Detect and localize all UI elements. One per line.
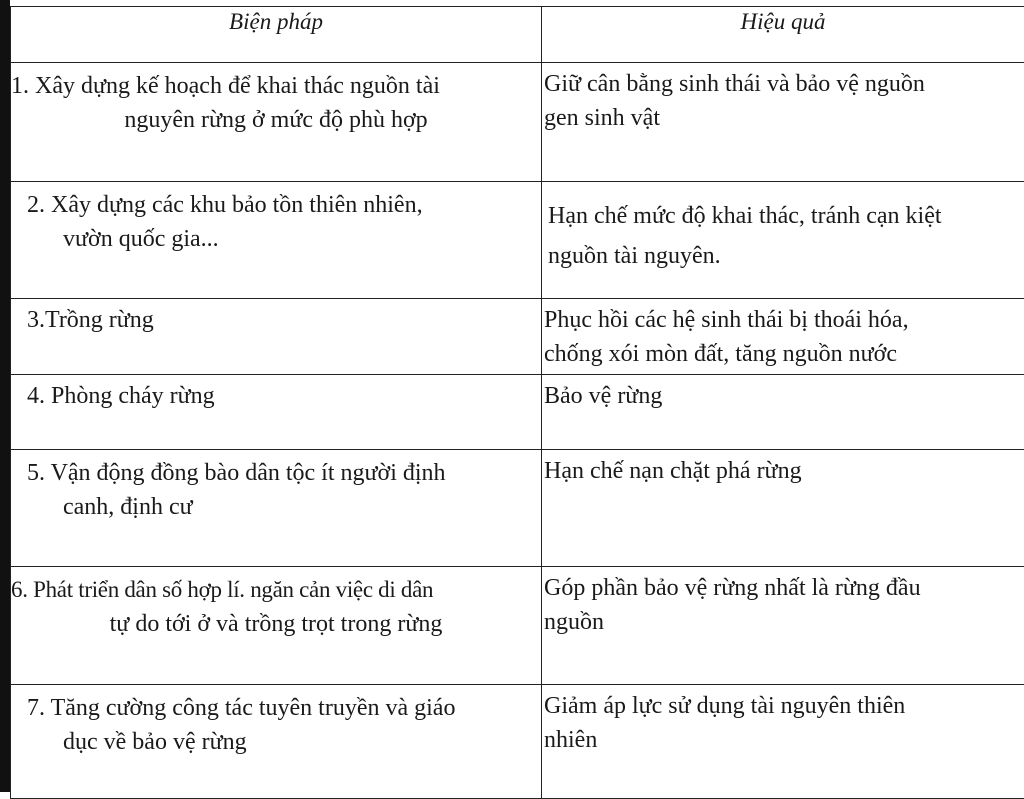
- forest-measures-table: [10, 6, 1024, 799]
- effect-line: Góp phần bảo vệ rừng nhất là rừng đầu: [544, 571, 1024, 605]
- effect-line: Giữ cân bằng sinh thái và bảo vệ nguồn: [544, 67, 1024, 101]
- effect-line: Hạn chế mức độ khai thác, tránh cạn kiệt: [548, 196, 1024, 236]
- measure-line: canh, định cư: [27, 490, 541, 524]
- measure-line: tự do tới ở và trồng trọt trong rừng: [11, 607, 541, 641]
- effect-line: chống xói mòn đất, tăng nguồn nước: [544, 337, 1024, 371]
- measure-cell: [11, 567, 542, 685]
- measure-line: 7. Tăng cường công tác tuyên truyền và giáo: [27, 691, 541, 725]
- measure-line: 3.Trồng rừng: [27, 303, 541, 337]
- effect-line: Hạn chế nạn chặt phá rừng: [544, 454, 1024, 488]
- measure-cell: [11, 182, 542, 299]
- table-header-row: [11, 7, 1024, 63]
- table-row: [11, 685, 1024, 799]
- effect-line: Giảm áp lực sử dụng tài nguyên thiên: [544, 689, 1024, 723]
- effect-line: nhiên: [544, 723, 1024, 757]
- measure-line: 4. Phòng cháy rừng: [27, 379, 541, 413]
- measure-line: 5. Vận động đồng bào dân tộc ít người định: [27, 456, 541, 490]
- table-row: [11, 63, 1024, 182]
- measure-cell: [11, 375, 542, 450]
- header-measure: Biện pháp: [11, 7, 542, 63]
- table-row: [11, 182, 1024, 299]
- measure-line: nguyên rừng ở mức độ phù hợp: [11, 103, 541, 137]
- effect-cell: [542, 450, 1024, 567]
- table-row: [11, 375, 1024, 450]
- effect-line: nguồn: [544, 605, 1024, 639]
- measure-line: vườn quốc gia...: [27, 222, 541, 256]
- table-row: [11, 299, 1024, 375]
- measure-line: 6. Phát triển dân số hợp lí. ngăn cản việc di dân: [11, 573, 541, 607]
- measure-cell: [11, 450, 542, 567]
- table-row: [11, 450, 1024, 567]
- measure-cell: [11, 685, 542, 799]
- table-row: [11, 567, 1024, 685]
- measure-line: 2. Xây dựng các khu bảo tồn thiên nhiên,: [27, 188, 541, 222]
- measure-cell: [11, 63, 542, 182]
- effect-cell: [542, 375, 1024, 450]
- measure-line: dục về bảo vệ rừng: [27, 725, 541, 759]
- effect-line: gen sinh vật: [544, 101, 1024, 135]
- measure-line: 1. Xây dựng kế hoạch để khai thác nguồn tài: [11, 69, 541, 103]
- effect-line: nguồn tài nguyên.: [548, 236, 1024, 276]
- measure-cell: [11, 299, 542, 375]
- effect-cell: [542, 299, 1024, 375]
- effect-cell: [542, 182, 1024, 299]
- effect-line: Bảo vệ rừng: [544, 379, 1024, 413]
- effect-line: Phục hồi các hệ sinh thái bị thoái hóa,: [544, 303, 1024, 337]
- effect-cell: [542, 567, 1024, 685]
- effect-cell: [542, 63, 1024, 182]
- header-effect: Hiệu quả: [542, 7, 1024, 63]
- effect-cell: [542, 685, 1024, 799]
- left-edge-bar: [0, 0, 10, 792]
